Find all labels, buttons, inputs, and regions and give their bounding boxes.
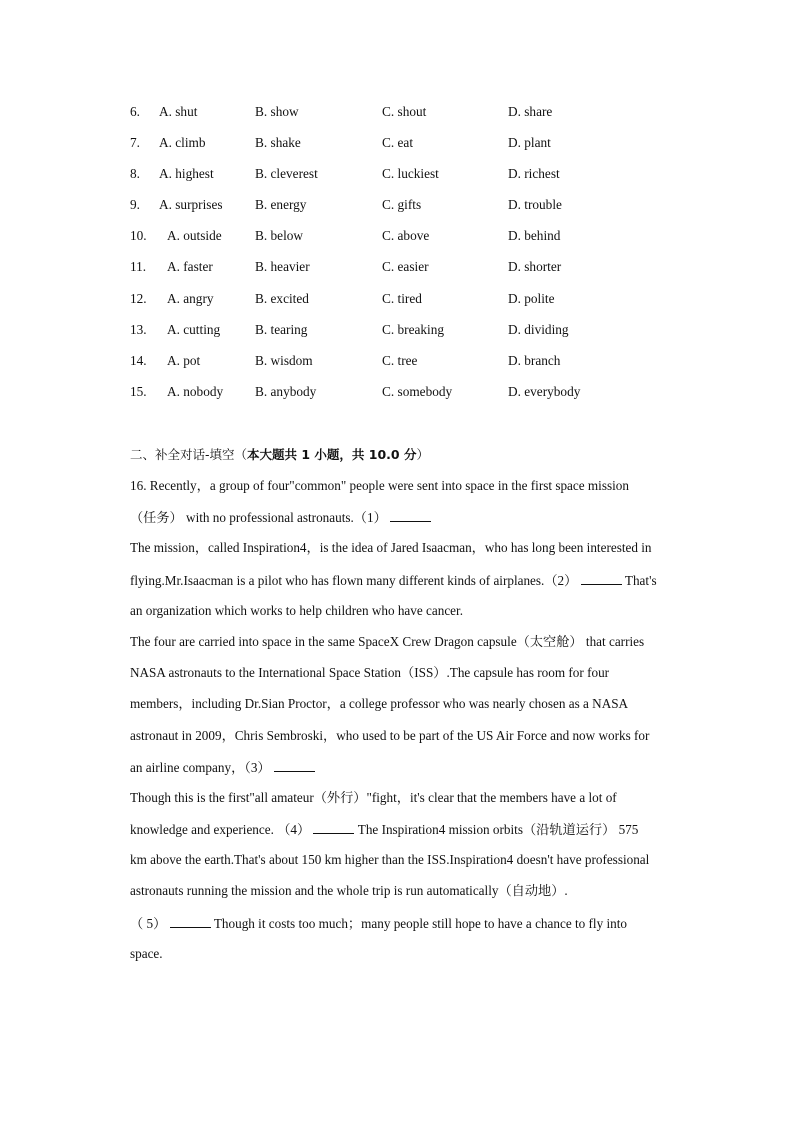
passage-line: km above the earth.That's about 150 km higher than the ISS.Inspiration4 doesn't have professional — [130, 852, 650, 868]
option-b: B. tearing — [255, 321, 308, 337]
answer-blank-2[interactable] — [581, 570, 622, 585]
passage-line: NASA astronauts to the International Space Station（ISS）.The capsule has room for four — [130, 665, 610, 681]
option-b: B. anybody — [255, 383, 317, 399]
question-number: 13. — [130, 321, 147, 337]
option-b: B. show — [255, 104, 299, 119]
option-d: D. richest — [508, 166, 560, 182]
passage-line — [130, 570, 695, 601]
option-b: B. below — [255, 228, 304, 244]
option-d: D. shorter — [508, 259, 562, 275]
option-c: C. easier — [382, 259, 429, 275]
question-number: 11. — [130, 259, 147, 275]
passage-line: members，including Dr.Sian Proctor，a college professor who was nearly chosen as a NASA — [130, 696, 629, 712]
passage-text: knowledge and experience. （4） — [130, 822, 311, 838]
option-d: D. behind — [508, 228, 561, 244]
option-c: C. shout — [382, 104, 427, 119]
section-heading-suffix: ） — [416, 447, 429, 462]
passage-text: flying.Mr.Isaacman is a pilot who has flown many different kinds of airplanes.（2） — [130, 572, 578, 588]
option-a: A. pot — [167, 352, 201, 368]
passage-line: 16. Recently，a group of four"common" people were sent into space in the first space mission — [130, 478, 629, 493]
option-c: C. above — [382, 228, 430, 244]
option-a: A. surprises — [159, 197, 223, 213]
option-d: D. everybody — [508, 383, 581, 399]
option-a: A. shut — [159, 104, 198, 119]
question-row-11 — [130, 257, 690, 288]
option-a: A. outside — [167, 228, 222, 244]
option-a: A. angry — [167, 290, 214, 306]
multiple-choice-options — [130, 102, 690, 413]
passage-line: an organization which works to help children who have cancer. — [130, 602, 463, 618]
section-heading-prefix: 二、补全对话-填空（ — [130, 447, 248, 462]
passage-text: Though it costs too much；many people still hope to have a chance to fly into — [210, 915, 627, 931]
question-row-13 — [130, 320, 690, 351]
option-a: A. cutting — [167, 321, 221, 337]
option-c: C. breaking — [382, 321, 445, 337]
question-row-10 — [130, 226, 690, 257]
question-row-8 — [130, 164, 690, 195]
question-number: 6. — [130, 104, 140, 119]
option-d: D. trouble — [508, 197, 562, 213]
passage-line — [130, 507, 695, 538]
option-b: B. shake — [255, 135, 301, 151]
question-row-9 — [130, 195, 690, 226]
option-d: D. polite — [508, 290, 555, 306]
question-number: 15. — [130, 383, 147, 399]
passage-line — [130, 757, 695, 788]
option-b: B. heavier — [255, 259, 310, 275]
passage-line: space. — [130, 945, 163, 961]
option-c: C. tired — [382, 290, 422, 306]
option-a: A. faster — [167, 259, 213, 275]
option-c: C. luckiest — [382, 166, 439, 182]
option-c: C. somebody — [382, 383, 453, 399]
option-a: A. climb — [159, 135, 206, 151]
option-d: D. branch — [508, 352, 561, 368]
option-c: C. gifts — [382, 197, 422, 213]
section-heading-bold: 本大题共 1 小题，共 10.0 分 — [247, 447, 417, 462]
question-number: 8. — [130, 166, 140, 182]
option-b: B. wisdom — [255, 352, 313, 368]
question-row-15 — [130, 382, 690, 413]
option-a: A. nobody — [167, 383, 224, 399]
passage-line: astronaut in 2009，Chris Sembroski，who used to be part of the US Air Force and now works for — [130, 727, 650, 743]
answer-blank-4[interactable] — [313, 819, 354, 834]
passage-line: Though this is the first"all amateur（外行）"fight，it's clear that the members have a lot of — [130, 789, 617, 805]
option-c: C. eat — [382, 135, 414, 151]
question-number: 10. — [130, 228, 147, 244]
question-row-12 — [130, 289, 690, 320]
section-heading — [130, 445, 429, 465]
option-b: B. energy — [255, 197, 307, 213]
option-c: C. tree — [382, 352, 418, 368]
question-number: 14. — [130, 352, 147, 368]
passage-text: （ 5） — [130, 915, 167, 931]
passage-line: The four are carried into space in the same SpaceX Crew Dragon capsule（太空舱） that carries — [130, 633, 645, 649]
question-row-14 — [130, 351, 690, 382]
option-d: D. plant — [508, 135, 551, 151]
option-b: B. cleverest — [255, 166, 318, 182]
question-number: 7. — [130, 135, 140, 151]
option-d: D. share — [508, 104, 553, 119]
answer-blank-3[interactable] — [274, 757, 315, 772]
question-row-7 — [130, 133, 690, 164]
passage-text: That's — [621, 572, 657, 588]
passage-text: The Inspiration4 mission orbits（沿轨道运行） 575 — [354, 822, 639, 838]
passage-text: an airline company，（3） — [130, 759, 271, 775]
answer-blank-1[interactable] — [390, 507, 431, 522]
question-number: 12. — [130, 290, 147, 306]
question-row-6 — [130, 102, 690, 133]
passage-text: （任务） with no professional astronauts.（1） — [130, 510, 387, 526]
passage-line — [130, 913, 695, 944]
option-b: B. excited — [255, 290, 309, 306]
question-number: 9. — [130, 197, 140, 213]
passage — [130, 476, 695, 975]
option-a: A. highest — [159, 166, 214, 182]
option-d: D. dividing — [508, 321, 569, 337]
passage-line: The mission，called Inspiration4，is the idea of Jared Isaacman，who has long been interested in — [130, 540, 652, 556]
passage-line — [130, 819, 695, 850]
passage-line: astronauts running the mission and the whole trip is run automatically（自动地）. — [130, 883, 568, 899]
answer-blank-5[interactable] — [170, 913, 211, 928]
